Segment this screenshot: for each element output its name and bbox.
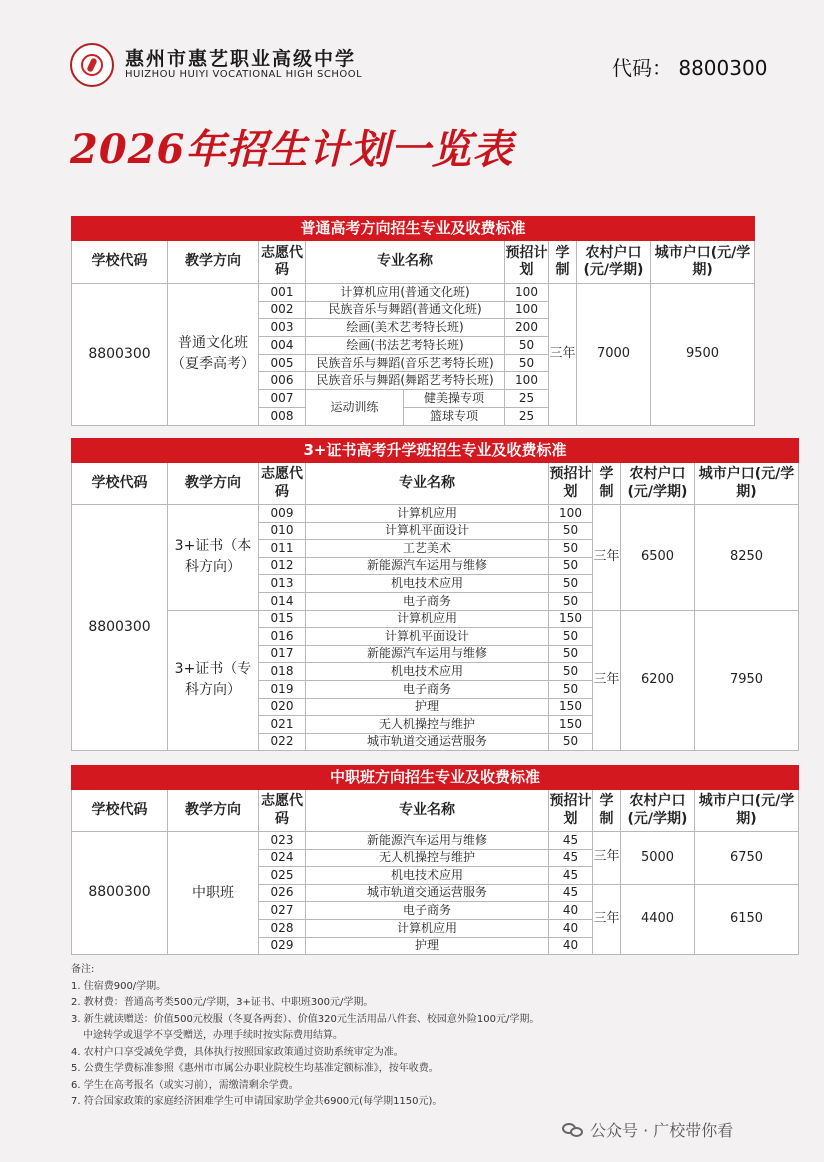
wish-code: 017: [259, 645, 306, 663]
col-rural-fee: 农村户口(元/学期): [621, 790, 695, 832]
wish-code: 014: [259, 592, 306, 610]
major-name: 计算机平面设计: [306, 522, 549, 540]
plan-count: 100: [549, 505, 593, 523]
major-name: 计算机平面设计: [306, 628, 549, 646]
wish-code: 027: [259, 902, 306, 920]
plan-count: 50: [549, 592, 593, 610]
plan-count: 150: [549, 716, 593, 734]
plan-count: 50: [549, 645, 593, 663]
school-code-cell: 8800300: [72, 284, 168, 426]
wish-code: 011: [259, 540, 306, 558]
col-school-code: 学校代码: [72, 463, 168, 505]
wish-code: 028: [259, 919, 306, 937]
major-name: 绘画(美术艺考特长班): [306, 319, 505, 337]
col-school-code: 学校代码: [72, 241, 168, 284]
note-line: 4. 农村户口享受减免学费，具体执行按照国家政策通过资助系统审定为准。: [71, 1046, 404, 1058]
col-years: 学制: [549, 241, 577, 284]
wechat-icon: [562, 1121, 584, 1139]
rural-fee-cell: 6200: [621, 610, 695, 751]
wish-code: 010: [259, 522, 306, 540]
plan-count: 45: [549, 849, 593, 867]
table-general-gaokao: [71, 216, 755, 426]
years-cell: 三年: [593, 832, 621, 885]
col-major: 专业名称: [306, 241, 505, 284]
years-cell: 三年: [593, 884, 621, 954]
watermark-text: 公众号 · 广校带你看: [590, 1121, 734, 1140]
urban-fee-cell: 9500: [651, 284, 755, 426]
major-name: 电子商务: [306, 902, 549, 920]
school-code-cell: 8800300: [72, 505, 168, 751]
wish-code: 012: [259, 557, 306, 575]
plan-count: 40: [549, 902, 593, 920]
direction-cell: 中职班: [168, 832, 259, 955]
major-name: 计算机应用: [306, 919, 549, 937]
plan-count: 45: [549, 832, 593, 850]
wish-code: 013: [259, 575, 306, 593]
col-major: 专业名称: [306, 790, 549, 832]
wish-code: 018: [259, 663, 306, 681]
wish-code: 021: [259, 716, 306, 734]
plan-count: 45: [549, 884, 593, 902]
plan-count: 150: [549, 610, 593, 628]
plan-count: 25: [505, 390, 549, 408]
major-name: 无人机操控与维护: [306, 849, 549, 867]
wish-code: 019: [259, 680, 306, 698]
school-logo-icon: [70, 43, 114, 87]
major-name: 民族音乐与舞蹈(舞蹈艺考特长班): [306, 372, 505, 390]
wish-code: 007: [259, 390, 306, 408]
table-3plus-cert: [71, 438, 799, 751]
major-name: 民族音乐与舞蹈(音乐艺考特长班): [306, 354, 505, 372]
school-code-cell: 8800300: [72, 832, 168, 955]
section-banner: 中职班方向招生专业及收费标准: [72, 766, 799, 790]
years-cell: 三年: [593, 610, 621, 751]
wish-code: 005: [259, 354, 306, 372]
wish-code: 023: [259, 832, 306, 850]
col-plan: 预招计划: [549, 790, 593, 832]
major-name: 新能源汽车运用与维修: [306, 645, 549, 663]
note-line: 中途转学或退学不享受赠送，办理手续时按实际费用结算。: [83, 1030, 343, 1041]
plan-count: 40: [549, 937, 593, 955]
urban-fee-cell: 6150: [695, 884, 799, 954]
page-title: 2026年招生计划一览表: [70, 126, 514, 173]
col-years: 学制: [593, 463, 621, 505]
school-name-en: HUIZHOU HUIYI VOCATIONAL HIGH SCHOOL: [125, 69, 363, 80]
wish-code: 006: [259, 372, 306, 390]
col-plan: 预招计划: [505, 241, 549, 284]
plan-count: 50: [549, 522, 593, 540]
major-name: 民族音乐与舞蹈(普通文化班): [306, 301, 505, 319]
note-line: 7. 符合国家政策的家庭经济困难学生可申请国家助学金共6900元(每学期1150元)。: [71, 1096, 443, 1107]
plan-count: 45: [549, 867, 593, 885]
years-cell: 三年: [549, 284, 577, 426]
urban-fee-cell: 6750: [695, 832, 799, 885]
wish-code: 022: [259, 733, 306, 751]
rural-fee-cell: 5000: [621, 832, 695, 885]
col-urban-fee: 城市户口(元/学期): [651, 241, 755, 284]
school-code: 代码： 8800300: [612, 56, 768, 80]
major-name: 护理: [306, 937, 549, 955]
plan-count: 50: [505, 337, 549, 355]
plan-count: 100: [505, 284, 549, 302]
notes-title: 备注:: [71, 964, 95, 975]
plan-count: 100: [505, 301, 549, 319]
notes: [71, 962, 771, 1111]
major-name: 机电技术应用: [306, 867, 549, 885]
urban-fee-cell: 8250: [695, 505, 799, 611]
col-school-code: 学校代码: [72, 790, 168, 832]
major-name: 无人机操控与维护: [306, 716, 549, 734]
major-name: 新能源汽车运用与维修: [306, 557, 549, 575]
col-wish-code: 志愿代码: [259, 241, 306, 284]
major-name: 工艺美术: [306, 540, 549, 558]
col-rural-fee: 农村户口(元/学期): [621, 463, 695, 505]
direction-cell: 3+证书（专科方向）: [168, 610, 259, 751]
school-name-cn: 惠州市惠艺职业高级中学: [125, 48, 357, 70]
wish-code: 015: [259, 610, 306, 628]
section-banner: 3+证书高考升学班招生专业及收费标准: [72, 439, 799, 463]
wish-code: 003: [259, 319, 306, 337]
col-plan: 预招计划: [549, 463, 593, 505]
plan-count: 25: [505, 407, 549, 425]
plan-count: 100: [505, 372, 549, 390]
plan-count: 50: [549, 733, 593, 751]
plan-count: 150: [549, 698, 593, 716]
direction-cell: 普通文化班（夏季高考）: [168, 284, 259, 426]
note-line: 3. 新生就读赠送：价值500元校服（冬夏各两套）、价值320元生活用品八件套、校园意外险100元/学期。: [71, 1013, 540, 1025]
major-name: 机电技术应用: [306, 663, 549, 681]
plan-count: 50: [549, 540, 593, 558]
note-line: 1. 住宿费900/学期。: [71, 980, 167, 992]
col-urban-fee: 城市户口(元/学期): [695, 790, 799, 832]
sports-group-cell: 运动训练: [306, 390, 404, 425]
major-name: 健美操专项: [404, 390, 505, 408]
major-name: 电子商务: [306, 592, 549, 610]
wish-code: 024: [259, 849, 306, 867]
wish-code: 002: [259, 301, 306, 319]
plan-count: 50: [549, 663, 593, 681]
major-name: 城市轨道交通运营服务: [306, 733, 549, 751]
wish-code: 009: [259, 505, 306, 523]
col-wish-code: 志愿代码: [259, 463, 306, 505]
major-name: 城市轨道交通运营服务: [306, 884, 549, 902]
major-name: 新能源汽车运用与维修: [306, 832, 549, 850]
col-major: 专业名称: [306, 463, 549, 505]
wish-code: 026: [259, 884, 306, 902]
wish-code: 001: [259, 284, 306, 302]
watermark: [562, 1118, 733, 1141]
rural-fee-cell: 7000: [577, 284, 651, 426]
header: [0, 0, 824, 215]
wish-code: 008: [259, 407, 306, 425]
years-cell: 三年: [593, 505, 621, 611]
major-name: 绘画(书法艺考特长班): [306, 337, 505, 355]
plan-count: 50: [549, 628, 593, 646]
note-line: 2. 教材费：普通高考类500元/学期，3+证书、中职班300元/学期。: [71, 997, 374, 1008]
col-rural-fee: 农村户口(元/学期): [577, 241, 651, 284]
col-years: 学制: [593, 790, 621, 832]
major-name: 电子商务: [306, 680, 549, 698]
plan-count: 50: [549, 557, 593, 575]
note-line: 5. 公费生学费标准参照《惠州市市属公办职业院校生均基准定额标准》，按年收费。: [71, 1063, 439, 1074]
table-vocational: [71, 765, 799, 955]
major-name: 机电技术应用: [306, 575, 549, 593]
col-urban-fee: 城市户口(元/学期): [695, 463, 799, 505]
rural-fee-cell: 4400: [621, 884, 695, 954]
note-line: 6. 学生在高考报名（或实习前），需缴清剩余学费。: [71, 1079, 299, 1091]
plan-count: 50: [549, 680, 593, 698]
rural-fee-cell: 6500: [621, 505, 695, 611]
major-name: 护理: [306, 698, 549, 716]
major-name: 计算机应用(普通文化班): [306, 284, 505, 302]
plan-count: 50: [505, 354, 549, 372]
col-direction: 教学方向: [168, 463, 259, 505]
wish-code: 020: [259, 698, 306, 716]
plan-count: 200: [505, 319, 549, 337]
major-name: 计算机应用: [306, 610, 549, 628]
section-banner: 普通高考方向招生专业及收费标准: [72, 217, 755, 241]
wish-code: 029: [259, 937, 306, 955]
wish-code: 025: [259, 867, 306, 885]
major-name: 计算机应用: [306, 505, 549, 523]
wish-code: 004: [259, 337, 306, 355]
plan-count: 50: [549, 575, 593, 593]
major-name: 篮球专项: [404, 407, 505, 425]
wish-code: 016: [259, 628, 306, 646]
plan-count: 40: [549, 919, 593, 937]
col-wish-code: 志愿代码: [259, 790, 306, 832]
col-direction: 教学方向: [168, 241, 259, 284]
direction-cell: 3+证书（本科方向）: [168, 505, 259, 611]
col-direction: 教学方向: [168, 790, 259, 832]
urban-fee-cell: 7950: [695, 610, 799, 751]
